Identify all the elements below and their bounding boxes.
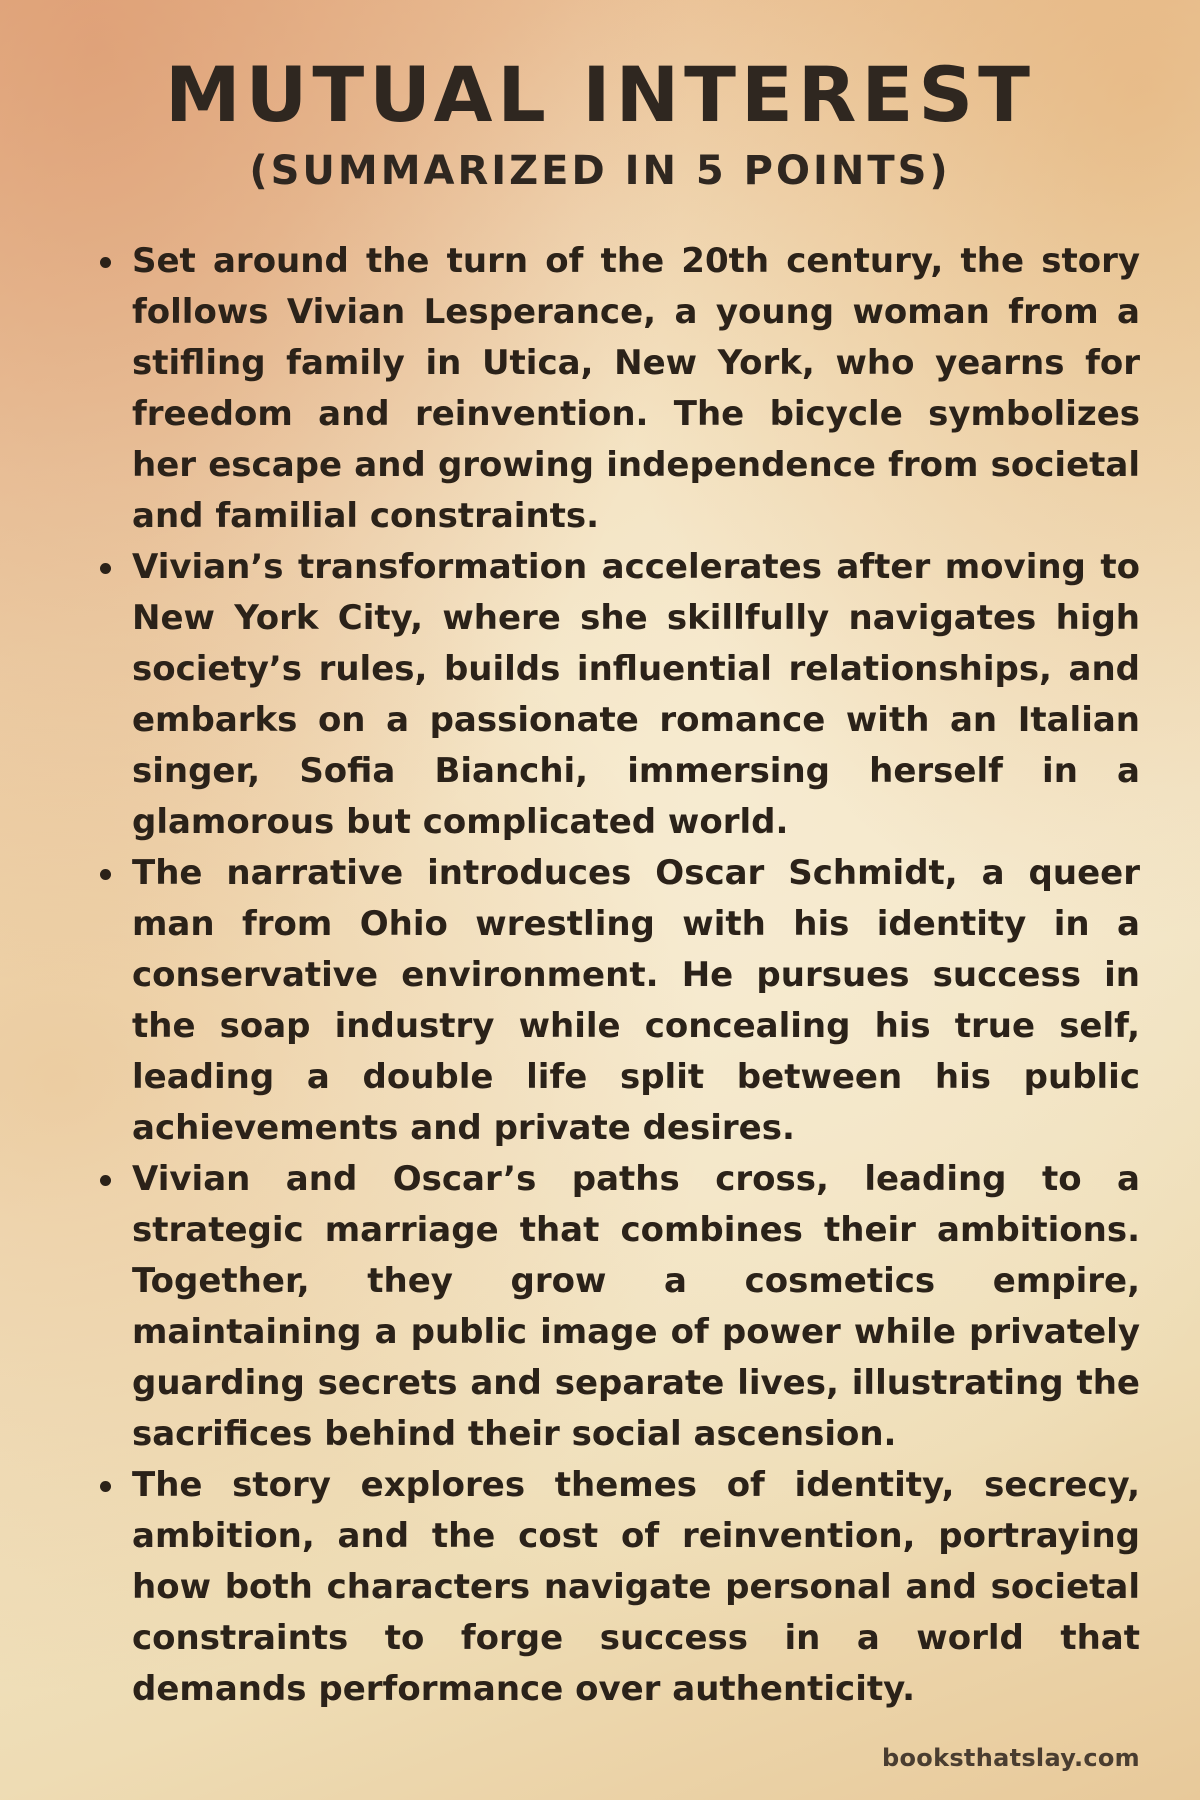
summary-point-1 [96, 236, 1140, 542]
bullet-icon [100, 869, 111, 880]
website-credit: booksthatslay.com [882, 1744, 1140, 1772]
summary-point-text: Set around the turn of the 20th century, the story follows Vivian Lesperance, a young woman from a stifling family in Utica, New York, who yearns for freedom and reinvention. The bicycle symbolizes her escape and growing independence from societal and familial constraints. [132, 241, 1140, 536]
bullet-icon [100, 257, 111, 268]
page-subtitle: (SUMMARIZED IN 5 POINTS) [249, 148, 951, 194]
summary-point-text: The story explores themes of identity, secrecy, ambition, and the cost of reinvention, portraying how both characters navigate personal and societal constraints to forge success in a world that demands performance over authenticity. [132, 1465, 1140, 1709]
summary-point-text: Vivian and Oscar’s paths cross, leading to a strategic marriage that combines their ambitions. Together, they grow a cosmetics empire, maintaining a public image of power while privately guarding secrets and separate lives, illustrating the sacrifices behind their social ascension. [132, 1159, 1140, 1454]
bullet-icon [100, 563, 111, 574]
summary-point-text: The narrative introduces Oscar Schmidt, a queer man from Ohio wrestling with his identity in a conservative environment. He pursues success in the soap industry while concealing his true self, leading a double life split between his public achievements and private desires. [132, 853, 1140, 1148]
summary-point-3 [96, 848, 1140, 1154]
bullet-icon [100, 1481, 111, 1492]
summary-point-text: Vivian’s transformation accelerates after moving to New York City, where she skillfully navigates high society’s rules, builds influential relationships, and embarks on a passionate romance with an Italian singer, Sofia Bianchi, immersing herself in a glamorous but complicated world. [132, 547, 1140, 842]
summary-points-list [96, 236, 1140, 1715]
summary-point-2 [96, 542, 1140, 848]
summary-point-5 [96, 1460, 1140, 1715]
bullet-icon [100, 1175, 111, 1186]
summary-point-4 [96, 1154, 1140, 1460]
page-title: MUTUAL INTEREST [165, 50, 1035, 139]
